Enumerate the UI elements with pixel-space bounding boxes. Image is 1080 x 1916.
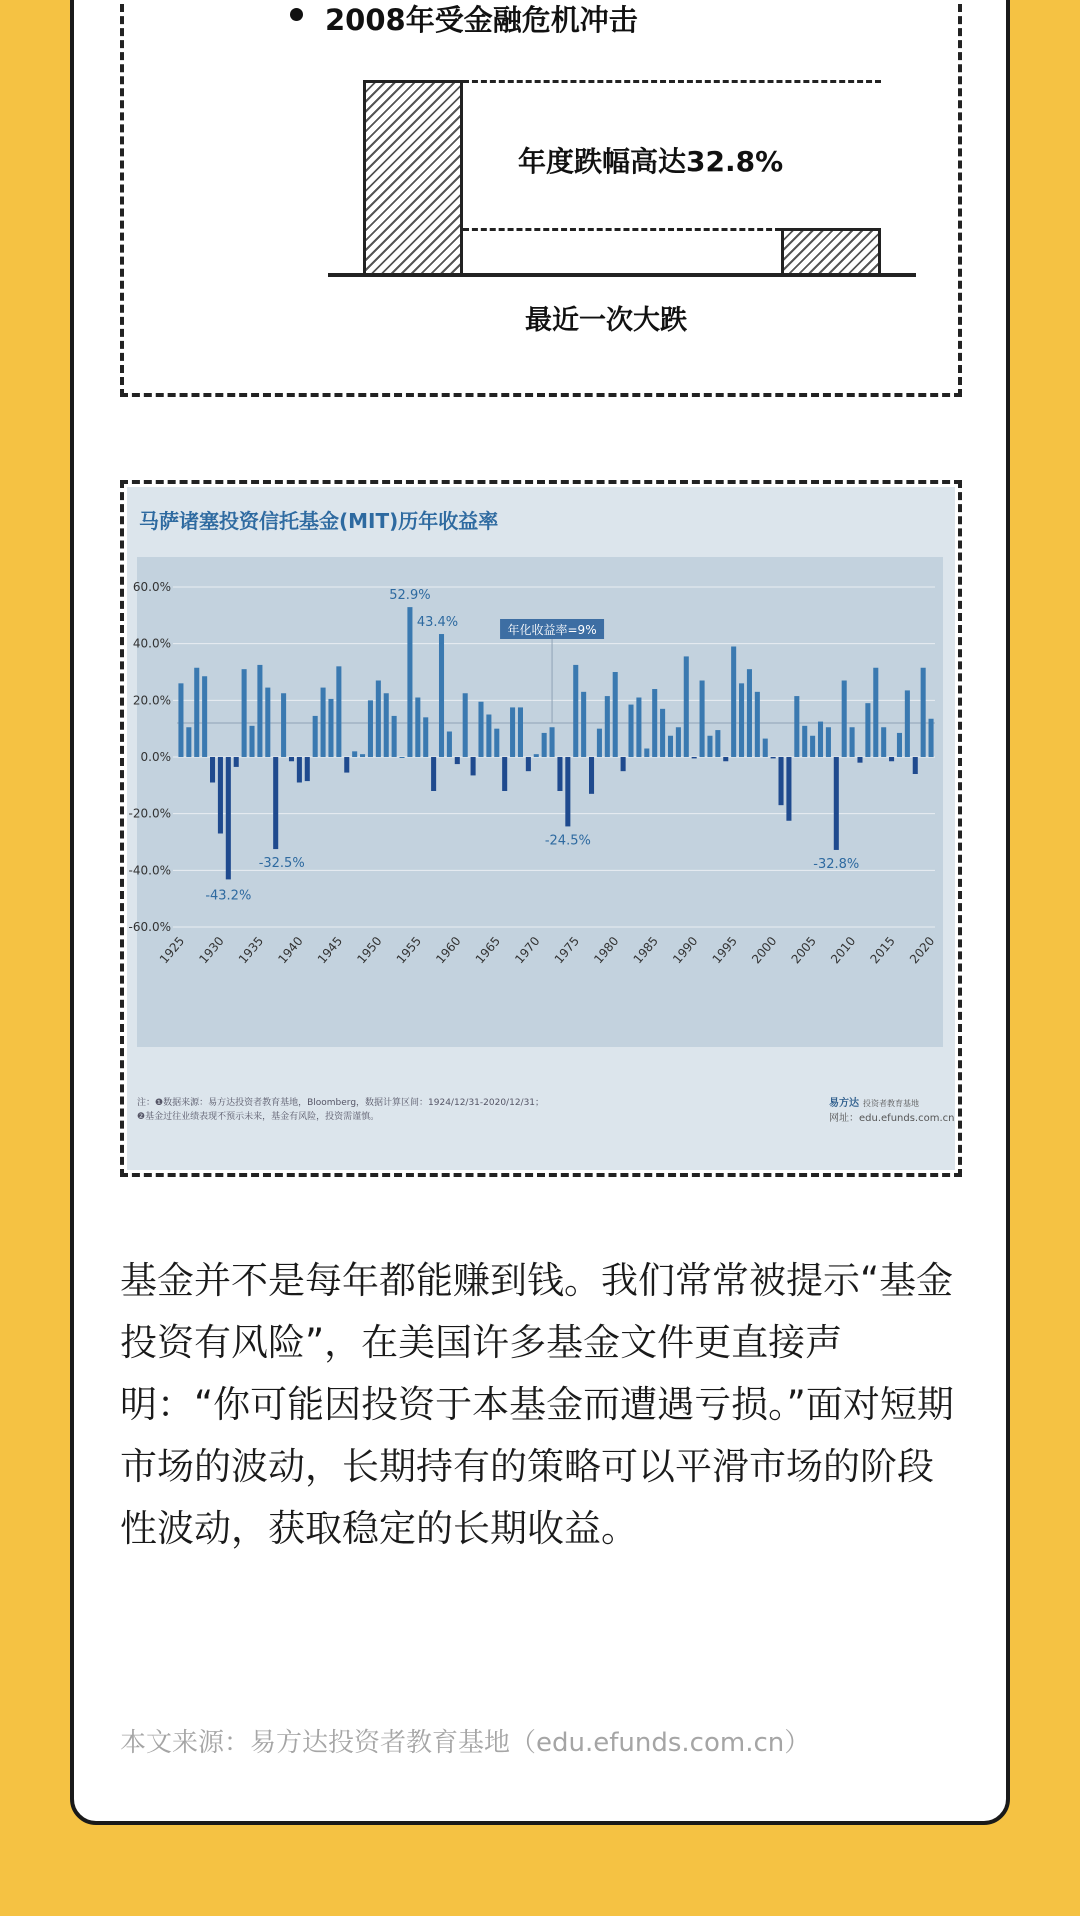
article-paragraph: 基金并不是每年都能赚到钱。我们常常被提示“基金投资有风险”，在美国许多基金文件更直接声明：“你可能因投资于本基金而遭遇亏损。”面对短期市场的波动，长期持有的策略可以平滑市场的阶段性波动，获取稳定的长期收益。	[120, 1259, 954, 1550]
bar-year-1934	[249, 726, 254, 757]
bar-year-1982	[628, 705, 633, 757]
bar-annotation: -24.5%	[544, 833, 591, 849]
bar-year-2009	[842, 681, 847, 758]
bar-year-1968	[518, 707, 523, 757]
bar-year-2008	[834, 757, 839, 850]
bar-year-1950	[376, 681, 381, 758]
x-tick-label: 1935	[235, 933, 267, 967]
bar-year-1953	[400, 757, 405, 758]
x-tick-label: 1990	[670, 933, 701, 967]
bar-year-1936	[265, 688, 270, 757]
bar-year-1987	[668, 736, 673, 757]
bar-year-1999	[763, 739, 768, 757]
bar-year-1958	[439, 634, 444, 757]
bar-year-1948	[360, 754, 365, 757]
bar-year-1927	[194, 668, 199, 757]
bar-year-1986	[660, 709, 665, 757]
chart-note-1: 注：❶数据来源：易方达投资者教育基地，Bloomberg，数据计算区间：1924/12/31-2020/12/31；	[137, 1098, 545, 1108]
x-tick-label: 1930	[196, 933, 227, 967]
y-tick-label: 0.0%	[140, 750, 171, 764]
bar-year-2012	[865, 703, 870, 757]
bar-year-1926	[186, 727, 191, 757]
bar-year-2000	[771, 757, 776, 758]
bar-year-1977	[589, 757, 594, 794]
chart-note-2: ❷基金过往业绩表现不预示未来，基金有风险，投资需谨慎。	[137, 1112, 380, 1122]
x-tick-label: 1965	[472, 933, 504, 967]
bar-year-1955	[415, 698, 420, 758]
bar-year-1949	[368, 700, 373, 757]
bar-year-2016	[897, 733, 902, 757]
bar-year-1971	[542, 733, 547, 757]
bar-year-1979	[605, 696, 610, 757]
bar-year-2003	[794, 696, 799, 757]
bar-year-1981	[621, 757, 626, 771]
bar-year-1951	[384, 693, 389, 757]
bar-year-1995	[731, 647, 736, 758]
x-tick-label: 2005	[788, 933, 819, 967]
bar-year-1967	[510, 707, 515, 757]
bar-year-1938	[281, 693, 286, 757]
bar-year-1976	[581, 692, 586, 757]
x-tick-label: 2020	[906, 933, 938, 967]
bar-year-1970	[534, 754, 539, 757]
bar-year-2005	[810, 736, 815, 757]
y-tick-label: 20.0%	[132, 693, 171, 708]
bar-annotation: -43.2%	[205, 888, 252, 904]
bar-year-1945	[336, 666, 341, 757]
bar-year-1944	[328, 699, 333, 757]
bar-year-1961	[463, 693, 468, 757]
crisis-drop-bar	[363, 80, 463, 276]
bar-year-2011	[857, 757, 862, 763]
article-body	[120, 1250, 970, 1560]
bar-year-1925	[178, 683, 183, 757]
bar-year-1993	[715, 730, 720, 757]
crisis-heading: 2008年受金融危机冲击	[325, 3, 638, 37]
brand-name: 易方达	[829, 1098, 859, 1109]
bar-year-2014	[881, 727, 886, 757]
x-tick-label: 2015	[867, 933, 898, 967]
bar-year-1947	[352, 751, 357, 757]
bar-year-2006	[818, 722, 823, 757]
bar-year-1966	[502, 757, 507, 791]
x-tick-label: 2010	[828, 933, 859, 967]
bar-annotation: 52.9%	[389, 588, 431, 604]
x-tick-label: 1940	[275, 933, 306, 967]
bar-year-2018	[913, 757, 918, 774]
y-tick-label: 40.0%	[132, 636, 171, 651]
x-tick-label: 1925	[156, 933, 188, 967]
bar-year-2017	[905, 690, 910, 757]
drop-magnitude-label: 年度跌幅高达32.8%	[518, 145, 784, 178]
bar-year-1940	[297, 757, 302, 783]
bar-year-1988	[676, 727, 681, 757]
bar-year-2001	[779, 757, 784, 805]
source-credit: 本文来源：易方达投资者教育基地（edu.efunds.com.cn）	[120, 1728, 811, 1758]
brand-website: 网址：edu.efunds.com.cn	[829, 1113, 955, 1124]
bar-year-1932	[234, 757, 239, 767]
bar-year-1969	[526, 757, 531, 771]
x-tick-label: 1980	[591, 933, 622, 967]
bar-year-2002	[786, 757, 791, 821]
bar-year-1980	[613, 672, 618, 757]
chart-panel	[127, 487, 955, 1170]
x-tick-label: 1960	[433, 933, 464, 967]
x-tick-label: 2000	[749, 933, 780, 967]
bar-year-1935	[257, 665, 262, 757]
bar-year-1946	[344, 757, 349, 773]
bar-year-1984	[644, 749, 649, 758]
bar-year-1954	[407, 607, 412, 757]
x-tick-label: 1945	[314, 933, 346, 967]
chart-title: 马萨诸塞投资信托基金(MIT)历年收益率	[139, 509, 499, 533]
bar-year-1998	[755, 692, 760, 757]
bar-year-1992	[707, 736, 712, 757]
bar-year-1965	[494, 729, 499, 757]
x-tick-label: 1975	[551, 933, 583, 967]
bar-annotation: 43.4%	[416, 615, 459, 631]
bar-year-1941	[305, 757, 310, 781]
x-tick-label: 1995	[709, 933, 740, 967]
x-tick-label: 1955	[393, 933, 425, 967]
bar-year-1983	[636, 698, 641, 758]
bar-year-2007	[826, 727, 831, 757]
bar-year-1933	[242, 669, 247, 757]
bar-year-1985	[652, 689, 657, 757]
bar-year-2020	[929, 719, 934, 757]
crisis-illustration-frame	[120, 0, 962, 397]
bar-year-1989	[684, 656, 689, 757]
bullet-icon	[290, 8, 303, 21]
bar-year-1937	[273, 757, 278, 849]
bar-year-1990	[692, 757, 697, 758]
bar-year-1928	[202, 676, 207, 757]
brand-logo	[829, 1094, 919, 1109]
bar-year-2004	[802, 726, 807, 757]
bar-year-2010	[850, 727, 855, 757]
bar-year-1974	[565, 757, 570, 826]
bar-year-1939	[289, 757, 294, 761]
bar-year-2019	[921, 668, 926, 757]
callout-label: 年化收益率=9%	[507, 623, 597, 637]
bar-year-1960	[455, 757, 460, 764]
y-tick-label: -40.0%	[128, 863, 171, 878]
bar-year-1931	[226, 757, 231, 879]
brand-subtitle: 投资者教育基地	[863, 1099, 919, 1108]
bar-year-1930	[218, 757, 223, 834]
y-tick-label: -60.0%	[128, 920, 171, 934]
bar-year-1975	[573, 665, 578, 757]
bar-year-1963	[478, 702, 483, 757]
bar-year-1978	[597, 729, 602, 757]
y-tick-label: 60.0%	[132, 580, 171, 594]
bar-year-2013	[873, 668, 878, 757]
illustration-baseline	[328, 273, 916, 277]
bar-year-1997	[747, 669, 752, 757]
recent-drop-label: 最近一次大跌	[525, 305, 687, 336]
bar-year-1964	[486, 715, 491, 758]
x-tick-label: 1985	[630, 933, 661, 967]
bar-year-1996	[739, 683, 744, 757]
bar-year-1994	[723, 757, 728, 761]
bar-year-1959	[447, 732, 452, 758]
x-tick-label: 1970	[512, 933, 543, 967]
bar-year-1929	[210, 757, 215, 783]
y-tick-label: -20.0%	[128, 806, 171, 821]
bar-annotation: -32.5%	[258, 856, 305, 872]
bar-year-1973	[557, 757, 562, 791]
bar-year-1972	[550, 727, 555, 757]
bar-year-1957	[431, 757, 436, 791]
bar-year-2015	[889, 757, 894, 761]
recent-drop-bar	[781, 228, 881, 276]
x-tick-label: 1950	[354, 933, 385, 967]
bar-annotation: -32.8%	[813, 856, 860, 872]
bar-year-1962	[471, 757, 476, 775]
bar-year-1956	[423, 717, 428, 757]
bar-year-1991	[700, 681, 705, 758]
bar-year-1942	[313, 716, 318, 757]
dashed-guide-top	[463, 80, 881, 83]
dashed-guide-mid	[463, 228, 781, 231]
bar-year-1943	[321, 688, 326, 757]
returns-bar-chart	[127, 487, 955, 1087]
bar-year-1952	[392, 716, 397, 757]
